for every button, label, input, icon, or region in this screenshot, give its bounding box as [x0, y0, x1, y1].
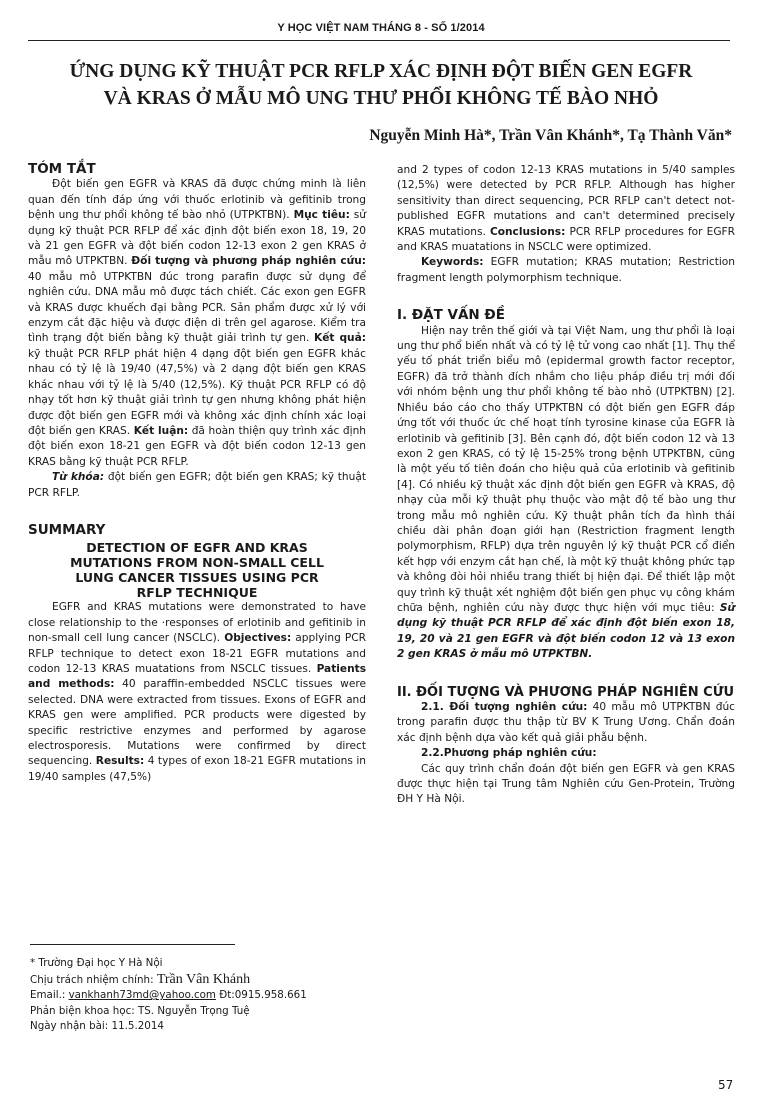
keywords-vi: đột biến gen EGFR; đột biến gen KRAS; kỹ thuật PCR RFLP.: [28, 471, 366, 499]
responsible-label: Chịu trách nhiệm chính:: [30, 973, 157, 986]
email-link[interactable]: vankhanh73md@yahoo.com: [68, 989, 216, 1002]
left-column: [28, 162, 366, 785]
authors: Nguyễn Minh Hà*, Trần Vân Khánh*, Tạ Thành Văn*: [369, 127, 732, 144]
title-line-2: VÀ KRAS Ở MẪU MÔ UNG THƯ PHỔI KHÔNG TẾ BÀO NHỎ: [103, 88, 659, 109]
summary-title-line-3: LUNG CANCER TISSUES USING PCR: [75, 570, 319, 586]
page-number: 57: [718, 1078, 734, 1092]
label-muc-tieu: Mục tiêu:: [293, 209, 350, 222]
title-line-1: ỨNG DỤNG KỸ THUẬT PCR RFLP XÁC ĐỊNH ĐỘT BIẾN GEN EGFR: [69, 61, 693, 82]
label-conclusions: Conclusions:: [489, 225, 566, 238]
section-2-2-paragraph: Các quy trình chẩn đoán đột biến gen EGFR và gen KRAS được thực hiện tại Trung tâm Nghiên cứu Gen-Protein, Trường ĐH Y Hà Nội.: [397, 762, 735, 806]
section-2-heading: II. ĐỐI TƯỢNG VÀ PHƯƠNG PHÁP NGHIÊN CỨU: [397, 684, 735, 700]
tom-tat-keywords: [28, 470, 366, 501]
summary-title-line-4: RFLP TECHNIQUE: [136, 585, 258, 601]
summary-heading: SUMMARY: [28, 521, 106, 538]
label-patients-methods: Patients and methods:: [28, 662, 366, 691]
footnote-responsible: [30, 972, 370, 989]
section-2-2-heading: [397, 746, 735, 761]
right-column: [397, 163, 735, 808]
section-1-objective: Sử dụng kỹ thuật PCR RFLP để xác định đột biến exon 18, 19, 20 và 21 gen EGFR và đột biến codon 12 và 13 exon 2 gen KRAS ở mẫu mô UTPKTBN.: [397, 601, 735, 661]
abstract-methods: 40 mẫu mô UTPKTBN đúc trong parafin được sử dụng để nghiên cứu. DNA mẫu mô được tách chiết. Các exon gen EGFR và KRAS được khuếch đại bằng PCR. Sản phẩm được xử lý với enzym cắt đặc hiệu và được điện di trên gel agarose. Kiểm tra tình trạng đột biến bằng kỹ thuật giải trình tự gen.: [28, 270, 366, 345]
summary-objectives: applying PCR RFLP technique to detect exon 18-21 EGFR mutations and codon 12-13 KRAS muatations from NSCLC tissues.: [28, 632, 366, 675]
summary-keywords: [397, 255, 735, 286]
footnote-reviewer: Phản biện khoa học: TS. Nguyễn Trọng Tuệ: [30, 1004, 250, 1017]
label-objectives: Objectives:: [224, 632, 292, 645]
phone-number: Đt:0915.958.661: [215, 989, 307, 1002]
keywords-en: EGFR mutation; KRAS mutation; Restriction fragment length polymorphism technique.: [397, 256, 735, 284]
label-tu-khoa: Từ khóa:: [52, 471, 105, 484]
footnote-affiliation: * Trường Đại học Y Hà Nội: [30, 957, 163, 969]
abstract-results: kỹ thuật PCR RFLP phát hiện 4 dạng đột biến gen EGFR khác nhau có tỷ lệ là 19/40 (47,5%) và 2 dạng đột biến gen KRAS khác nhau với tỷ lệ là 5/40 (12,5%). Kỹ thuật PCR RFLP có độ nhạy tốt hơn kỹ thuật giải trình tự gen nhưng không phát hiện được đột biến gen EGFR mới và không xác định chính xác loại đột biến gen KRAS.: [28, 347, 366, 437]
summary-methods: 40 paraffin-embedded NSCLC tissues were selected. DNA were extracted from tissues. Exons of EGFR and KRAS gen were amplified. PCR products were digested by specific restrictive enzymes and performed by agarose electrosporesis. Mutations were confirmed by direct sequencing.: [28, 678, 366, 768]
summary-paragraph-continued: [397, 163, 735, 255]
label-ket-luan: Kết luận:: [133, 424, 189, 437]
tom-tat-paragraph: [28, 177, 366, 470]
label-results: Results:: [95, 755, 145, 768]
email-label: Email.:: [30, 989, 69, 1002]
summary-paragraph: [28, 600, 366, 785]
label-doi-tuong: Đối tượng và phương pháp nghiên cứu:: [131, 255, 366, 268]
label-keywords: Keywords:: [421, 256, 484, 269]
abstract-objective: sử dụng kỹ thuật PCR RFLP để xác định đột biến exon 18, 19, 20 và 21 gen EGFR và đột biến codon 12-13 exon 2 gen KRAS ở mẫu mô UTPKTBN.: [28, 209, 366, 268]
summary-results-part1: 4 types of exon 18-21 EGFR mutations in 19/40 samples (47,5%): [28, 755, 366, 783]
article-title: [0, 58, 762, 112]
summary-title-line-1: DETECTION OF EGFR AND KRAS: [86, 540, 308, 556]
summary-title: [28, 540, 366, 600]
section-2-2-label: 2.2.Phương pháp nghiên cứu:: [421, 747, 597, 760]
tom-tat-heading: TÓM TẮT: [28, 161, 96, 177]
summary-conclusions: PCR RFLP procedures for EGFR and KRAS muatations in NSCLC were optimized.: [397, 225, 735, 254]
summary-results-part2: and 2 types of codon 12-13 KRAS mutations in 5/40 samples (12,5%) were detected by PCR RFLP. Although has higher sensitivity than direct sequencing, PCR RFLP can't detect not-published EGFR mutations and can't determined precisely KRAS mutations.: [397, 164, 735, 238]
section-1-body: Hiện nay trên thế giới và tại Việt Nam, ung thư phổi là loại ung thư phổ biến nhất và có tỷ lệ tử vong cao nhất [1]. Thụ thể yếu tố phát triển biểu mô (epidermal growth factor receptor, EGFR) đã trở thành đích nhắm cho liệu pháp điều trị mới đối với nhóm bệnh ung thư phổi không tế bào nhỏ (UTPKTBN) [2]. Nhiều báo cáo cho thấy UTPKTBN có đột biến gen EGFR đáp ứng tốt với thuốc ức chế hoạt tính tyrosine kinase của EGFR là erlotinib và gefitinib [3]. Bên cạnh đó, đột biến codon 12 và 13 exon 2 gen KRAS, có tỷ lệ 15-25% trong bệnh UTPKTBN, cũng là một yếu tố tiên đoán cho hiệu quả của erlotinib và gefitinib [4]. Có nhiều kỹ thuật xác định đột biến gen EGFR và KRAS, độ nhạy của mỗi kỹ thuật phụ thuộc vào mật độ tế bào ung thư trong mẫu mô nghiên cứu. Kỹ thuật phân tích đa hình thái chiều dài phân đoạn giới hạn (Restriction fragment length polymorphism, RFLP) dựa trên nguyên lý kỹ thuật PCR cổ điển kết hợp với enzym cắt hạn chế, là một kỹ thuật không phức tạp và không đòi hỏi nhiều trang thiết bị hiện đại. Để thiết lập một quy trình kỹ thuật xét nghiệm đột biến gen phục vụ công khám chữa bệnh, nghiên cứu này được thực hiện với mục tiêu:: [397, 324, 735, 614]
summary-intro: EGFR and KRAS mutations were demonstrated to have close relationship to the ·responses of erlotinib and gefitinib in non-small cell lung cancer (NSCLC).: [28, 601, 366, 645]
footnotes: [30, 956, 370, 1035]
section-2-1-label: 2.1. Đối tượng nghiên cứu:: [421, 701, 588, 713]
label-ket-qua: Kết quả:: [314, 332, 366, 345]
footnote-contact: [30, 988, 370, 1004]
header-rule: [28, 40, 730, 41]
section-2-1-text: 40 mẫu mô UTPKTBN đúc trong parafin được thu thập từ BV K Trung Ương. Chẩn đoán xác định bệnh dựa vào kết quả giải phẫu bệnh.: [397, 701, 735, 744]
running-head: Y HỌC VIỆT NAM THÁNG 8 - SỐ 1/2014: [277, 22, 485, 34]
summary-title-line-2: MUTATIONS FROM NON-SMALL CELL: [70, 555, 324, 571]
abstract-conclusion: đã hoàn thiện quy trình xác định đột biến exon 18-21 gen EGFR và đột biến codon 12-13 gen KRAS bằng kỹ thuật PCR RFLP.: [28, 424, 366, 468]
footnote-received-date: Ngày nhận bài: 11.5.2014: [30, 1020, 164, 1033]
footnote-rule: [30, 944, 235, 945]
responsible-name: Trần Vân Khánh: [156, 971, 251, 987]
section-1-heading: I. ĐẶT VẤN ĐỀ: [397, 307, 505, 324]
section-2-1-paragraph: [397, 700, 735, 746]
abstract-intro: Đột biến gen EGFR và KRAS đã được chứng minh là liên quan đến tính đáp ứng với thuốc erlotinib và gefitinib trong bệnh ung thư phổi không tế bào nhỏ (UTPKTBN).: [28, 178, 366, 222]
section-1-paragraph: [397, 324, 735, 663]
